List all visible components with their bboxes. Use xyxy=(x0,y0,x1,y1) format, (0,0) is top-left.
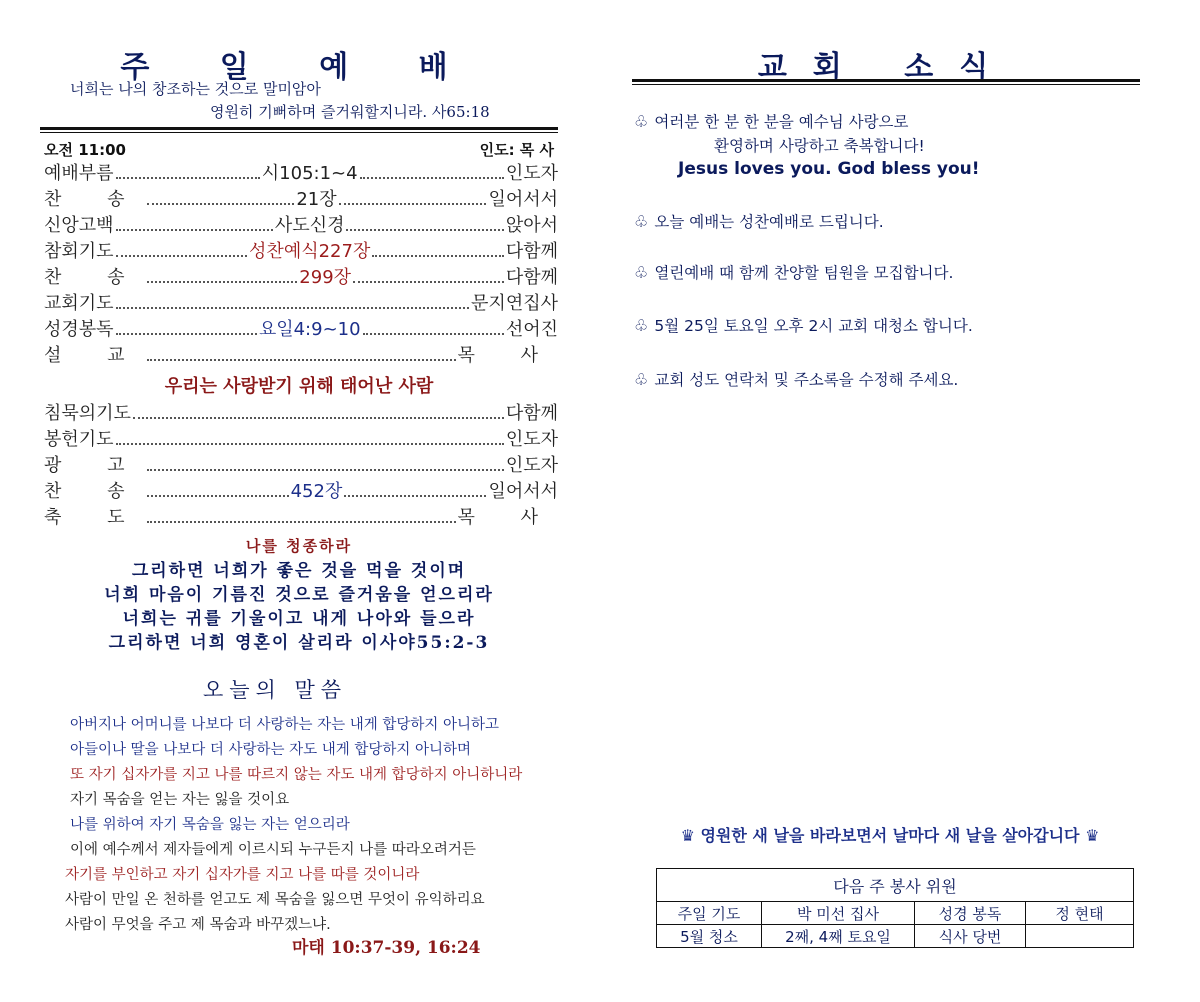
order-row xyxy=(44,289,558,315)
order-detail: 21장 xyxy=(296,189,337,210)
news-item xyxy=(634,314,973,336)
sermon-title: 우리는 사랑받기 위해 태어난 사람 xyxy=(164,376,434,397)
order-name: 봉헌기도 xyxy=(44,429,114,450)
order-name: 찬 송 xyxy=(44,267,145,288)
scripture-line: 아버지나 어머니를 나보다 더 사랑하는 자는 내게 합당하지 아니하고 xyxy=(70,717,500,733)
table-cell: 2째, 4째 토요일 xyxy=(762,925,915,948)
order-person: 앉아서 xyxy=(505,215,559,236)
news-item xyxy=(634,110,909,132)
order-row xyxy=(44,451,558,477)
scripture-reference: 마태 10:37-39, 16:24 xyxy=(292,938,481,958)
order-name: 광 고 xyxy=(44,455,145,476)
title-divider xyxy=(632,79,1140,85)
order-person: 일어서서 xyxy=(488,481,558,502)
order-person: 일어서서 xyxy=(488,189,559,210)
clover-icon: ♧ xyxy=(634,370,649,389)
order-row xyxy=(44,503,558,529)
clover-icon: ♧ xyxy=(634,212,649,231)
table-cell: 성경 봉독 xyxy=(915,902,1026,925)
order-person: 다함께 xyxy=(505,241,558,262)
scripture-line: 사람이 만일 온 천하를 얻고도 제 목숨을 잃으면 무엇이 유익하리요 xyxy=(65,892,485,908)
order-person: 인도자 xyxy=(505,163,558,184)
order-detail: 요일4:9~10 xyxy=(258,319,361,340)
order-row xyxy=(44,315,558,341)
order-row xyxy=(44,425,558,451)
table-cell: 주일 기도 xyxy=(657,902,762,925)
table-cell xyxy=(1026,925,1134,948)
news-text: 여러분 한 분 한 분을 예수님 사랑으로 xyxy=(654,113,909,131)
scripture-line: 사람이 무엇을 주고 제 목숨과 바꾸겠느냐. xyxy=(65,917,331,933)
title-divider xyxy=(40,127,558,133)
news-text: 5월 25일 토요일 오후 2시 교회 대청소 합니다. xyxy=(654,317,973,335)
news-item xyxy=(634,210,884,232)
clover-icon: ♧ xyxy=(634,316,649,335)
scripture-line: 자기 목숨을 얻는 자는 잃을 것이요 xyxy=(70,792,290,808)
order-detail: 시105:1~4 xyxy=(261,163,358,184)
table-row xyxy=(657,925,1134,948)
order-detail: 성찬예식227장 xyxy=(249,241,371,262)
scripture-line: 이에 예수께서 제자들에게 이르시되 누구든지 나를 따라오려거든 xyxy=(70,842,476,858)
order-row xyxy=(44,185,558,211)
order-name: 축 도 xyxy=(44,507,145,528)
order-person: 목 사 xyxy=(457,507,558,528)
order-person: 다함께 xyxy=(505,403,558,424)
order-name: 설 교 xyxy=(44,345,145,366)
worship-title: 주 일 예 배 xyxy=(120,50,478,85)
order-person: 인도자 xyxy=(505,455,558,476)
invite-line: 그리하면 너희 영혼이 살리라 이사야55:2-3 xyxy=(108,633,490,653)
news-text: 오늘 예배는 성찬예배로 드립니다. xyxy=(654,213,884,231)
church-news-title: 교회 소식 xyxy=(757,50,1015,85)
order-row xyxy=(44,159,558,185)
scripture-line: 또 자기 십자가를 지고 나를 따르지 않는 자도 내게 합당하지 아니하니라 xyxy=(70,767,523,783)
news-text: 열린예배 때 함께 찬양할 팀원을 모집합니다. xyxy=(654,264,954,282)
table-cell: 박 미선 집사 xyxy=(762,902,915,925)
table-cell: 식사 당번 xyxy=(915,925,1026,948)
order-row xyxy=(44,341,558,367)
order-name: 찬 송 xyxy=(44,189,145,210)
order-detail: 사도신경 xyxy=(274,215,345,236)
order-name: 신앙고백 xyxy=(44,215,114,236)
order-person: 인도자 xyxy=(505,429,558,450)
service-leader: 인도: 목 사 xyxy=(479,141,554,159)
todays-word-title: 오늘의 말씀 xyxy=(202,678,348,702)
order-name: 예배부름 xyxy=(44,163,114,184)
theme-verse-line1: 너희는 나의 창조하는 것으로 말미암아 xyxy=(70,80,321,98)
order-person: 문지연집사 xyxy=(471,293,558,314)
order-row xyxy=(44,477,558,503)
order-name: 침묵의기도 xyxy=(44,403,131,424)
news-item xyxy=(634,368,958,390)
news-text: 교회 성도 연락처 및 주소록을 수정해 주세요. xyxy=(654,371,959,389)
invite-line: 그리하면 너희가 좋은 것을 먹을 것이며 xyxy=(131,561,467,581)
order-row xyxy=(44,263,558,289)
order-person: 다함께 xyxy=(505,267,559,288)
order-person: 목 사 xyxy=(457,345,558,366)
invite-heading: 나를 청종하라 xyxy=(245,537,353,555)
order-row xyxy=(44,211,558,237)
scripture-line: 자기를 부인하고 자기 십자가를 지고 나를 따를 것이니라 xyxy=(65,867,420,883)
serving-table-title: 다음 주 봉사 위원 xyxy=(657,869,1134,902)
church-motto: ♛ 영원한 새 날을 바라보면서 날마다 새 날을 살아갑니다 ♛ xyxy=(680,826,1100,845)
serving-committee-table xyxy=(656,868,1134,948)
scripture-line: 아들이나 딸을 나보다 더 사랑하는 자도 내게 합당하지 아니하며 xyxy=(70,742,472,758)
order-row xyxy=(44,399,558,425)
service-time: 오전 11:00 xyxy=(44,141,126,159)
order-detail: 299장 xyxy=(299,267,352,288)
invite-line: 너희 마음이 기름진 것으로 즐거움을 얻으리라 xyxy=(104,585,494,605)
order-name: 참회기도 xyxy=(44,241,114,262)
news-english: Jesus loves you. God bless you! xyxy=(678,159,980,179)
scripture-line: 나를 위하여 자기 목숨을 잃는 자는 얻으리라 xyxy=(70,817,350,833)
order-row xyxy=(44,237,558,263)
order-detail: 452장 xyxy=(290,481,343,502)
order-name: 성경봉독 xyxy=(44,319,114,340)
table-cell: 5월 청소 xyxy=(657,925,762,948)
theme-verse-line2: 영원히 기뻐하며 즐거워할지니라. 사65:18 xyxy=(210,103,490,121)
table-cell: 정 현태 xyxy=(1026,902,1134,925)
order-name: 찬 송 xyxy=(44,481,145,502)
news-item xyxy=(634,261,953,283)
order-person: 선어진 xyxy=(505,319,558,340)
clover-icon: ♧ xyxy=(634,112,649,131)
news-text: 환영하며 사랑하고 축복합니다! xyxy=(714,137,925,155)
invite-line: 너희는 귀를 기울이고 내게 나아와 들으라 xyxy=(122,609,476,629)
table-row xyxy=(657,902,1134,925)
clover-icon: ♧ xyxy=(634,263,649,282)
order-name: 교회기도 xyxy=(44,293,114,314)
